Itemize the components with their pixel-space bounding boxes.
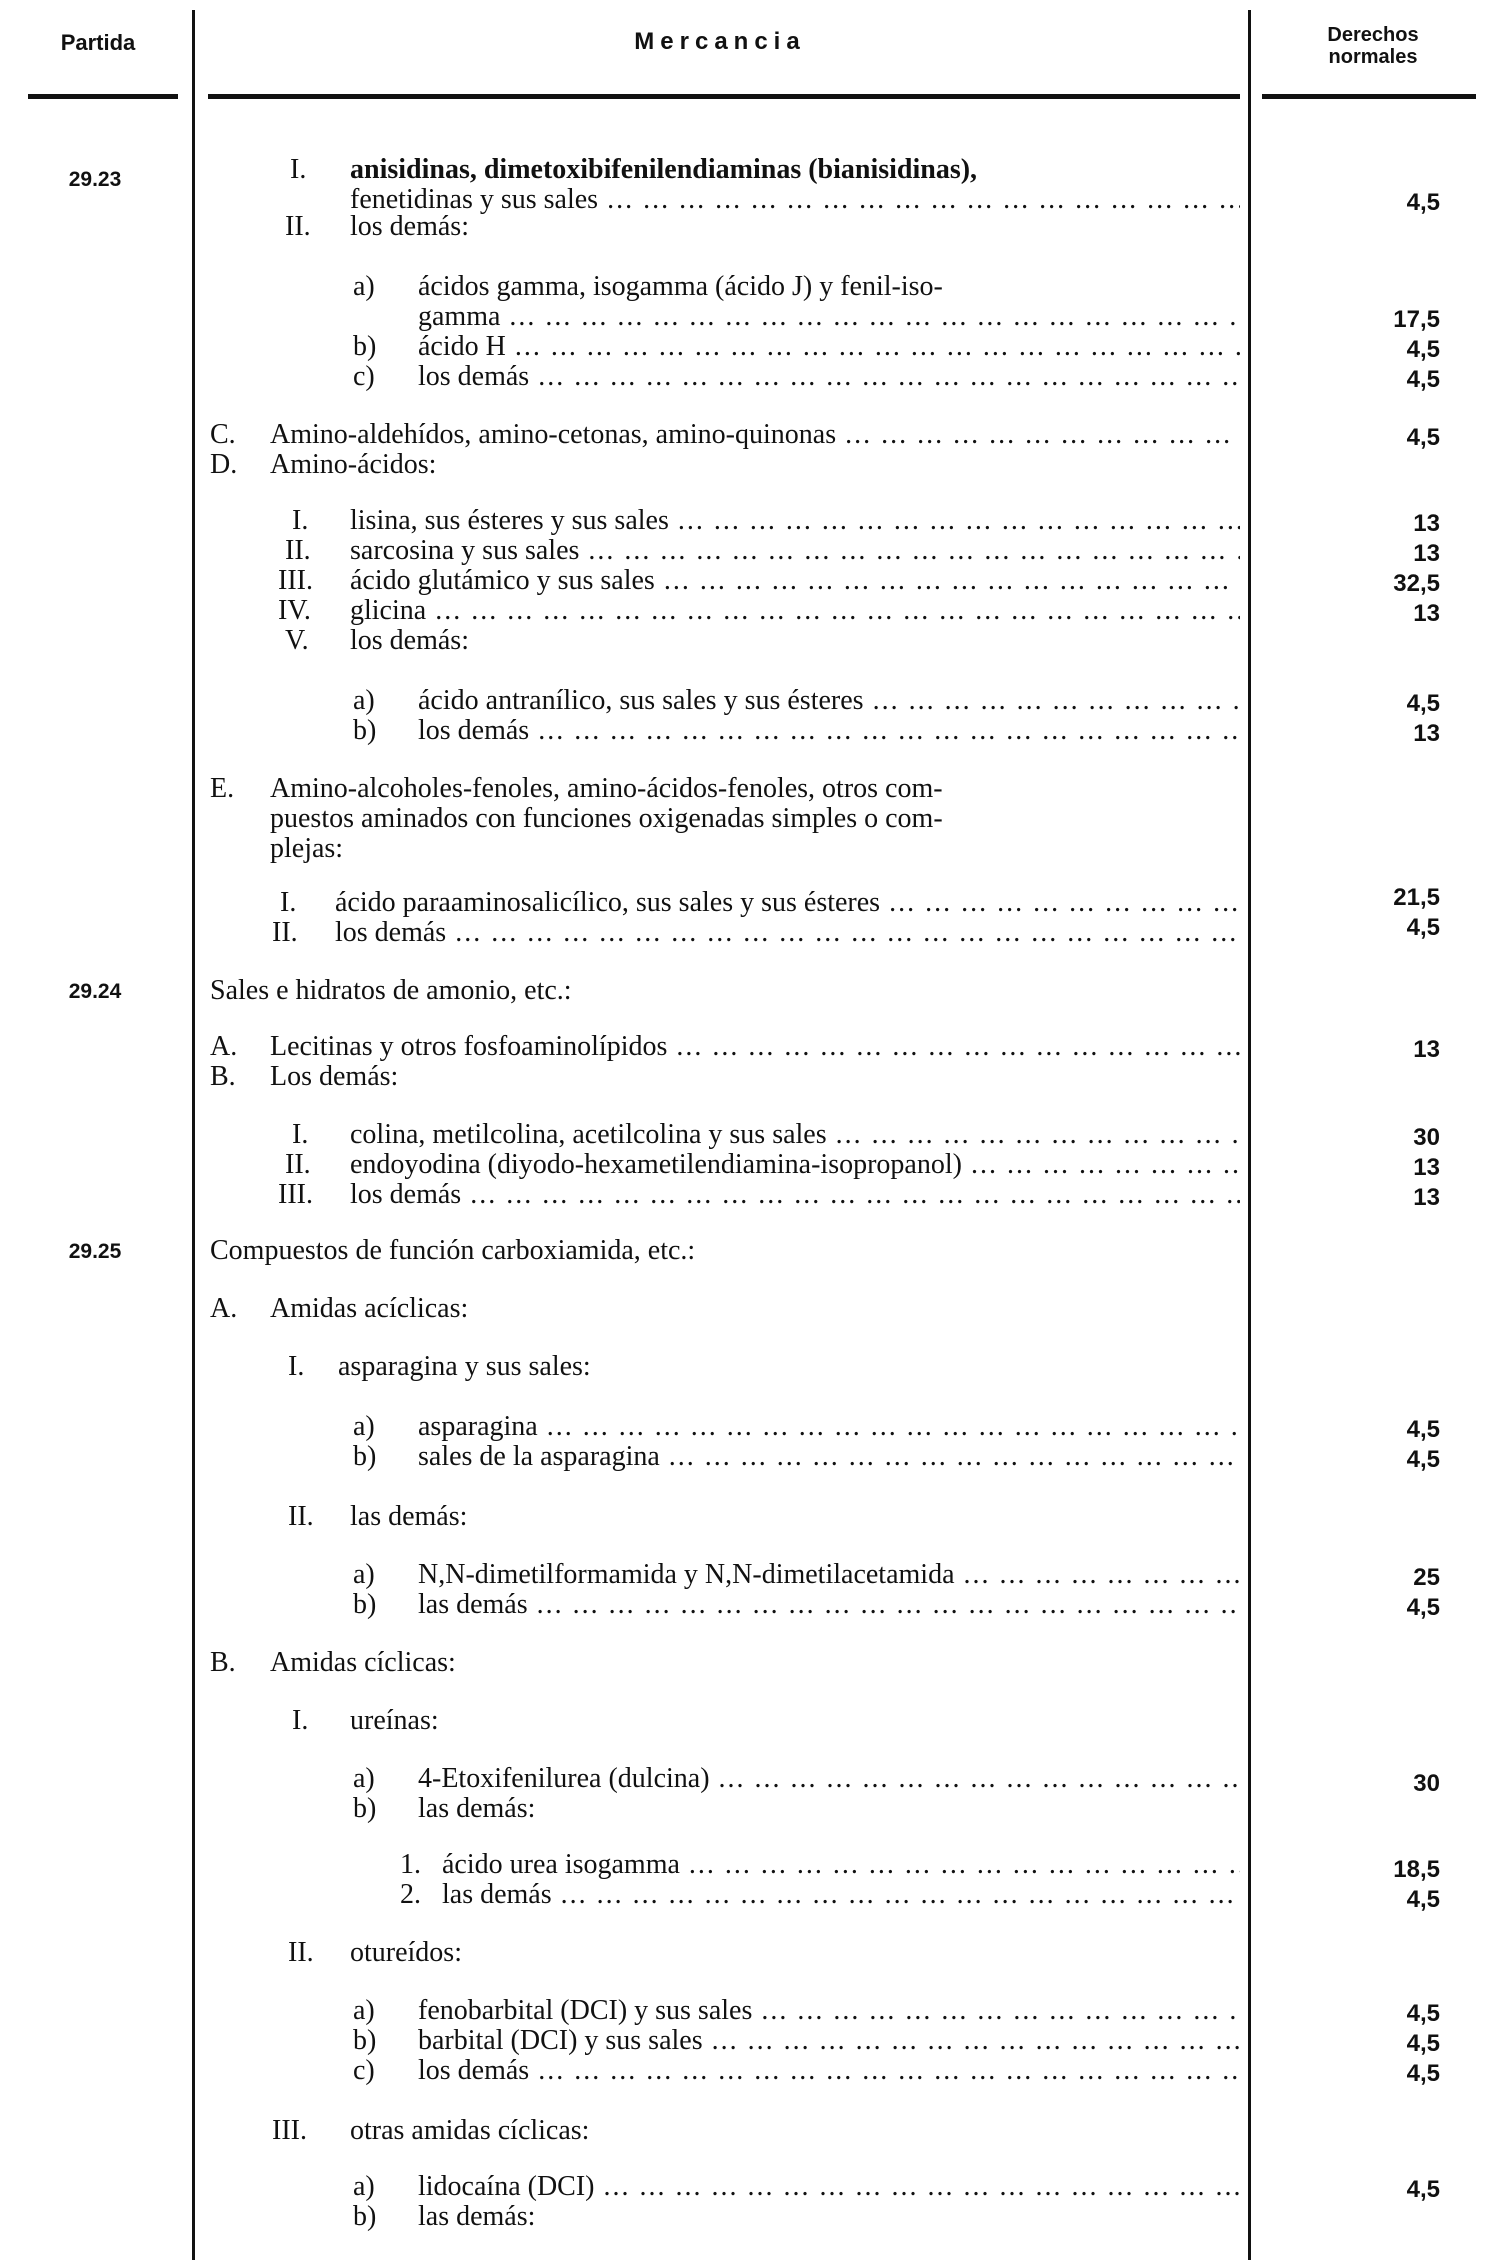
rate-value: 4,5 bbox=[1406, 1886, 1440, 1913]
column-divider-left bbox=[192, 10, 195, 2260]
item-text: fenetidinas y sus sales ... . bbox=[350, 185, 1240, 215]
item-label: III. bbox=[278, 1179, 313, 1210]
derechos-line2: normales bbox=[1328, 46, 1418, 68]
item-label: D. bbox=[210, 449, 238, 480]
item-label: a) bbox=[353, 685, 375, 716]
item-label: b) bbox=[353, 331, 377, 362]
item-label: III. bbox=[272, 2115, 307, 2146]
item-label: b) bbox=[353, 1793, 377, 1824]
item-text: Amino-alcoholes-fenoles, amino-ácidos-fenoles, otros com- bbox=[270, 774, 943, 804]
item-text: glicina ... . bbox=[350, 596, 1240, 626]
column-header-partida: Partida bbox=[60, 30, 136, 55]
rate-value: 13 bbox=[1413, 540, 1440, 567]
item-label: I. bbox=[292, 1119, 309, 1150]
partida-number: 29.24 bbox=[68, 980, 122, 1003]
item-text: gamma ... . bbox=[418, 302, 1240, 332]
rate-value: 13 bbox=[1413, 600, 1440, 627]
item-text: los demás ... . bbox=[418, 2056, 1240, 2086]
item-label: a) bbox=[353, 1763, 375, 1794]
item-label: b) bbox=[353, 715, 377, 746]
item-label: 2. bbox=[400, 1879, 421, 1910]
item-label: V. bbox=[285, 625, 309, 656]
item-label: a) bbox=[353, 2171, 375, 2202]
item-label: C. bbox=[210, 419, 236, 450]
item-text: lisina, sus ésteres y sus sales ... . bbox=[350, 506, 1240, 536]
item-text: barbital (DCI) y sus sales ... . bbox=[418, 2026, 1240, 2056]
item-text: N,N-dimetilformamida y N,N-dimetilacetamida ... . bbox=[418, 1560, 1240, 1590]
item-text: las demás: bbox=[350, 1502, 468, 1532]
item-text: las demás: bbox=[418, 1794, 536, 1824]
item-label: I. bbox=[288, 1351, 305, 1382]
item-label: a) bbox=[353, 1559, 375, 1590]
item-text: fenobarbital (DCI) y sus sales ... . bbox=[418, 1996, 1240, 2026]
item-label: I. bbox=[292, 1705, 309, 1736]
item-label: B. bbox=[210, 1061, 236, 1092]
header-rule-mercancia bbox=[208, 94, 1240, 99]
item-text: Amidas cíclicas: bbox=[270, 1648, 456, 1678]
rate-value: 4,5 bbox=[1406, 189, 1440, 216]
column-divider-right bbox=[1248, 10, 1251, 2260]
item-text: los demás ... . bbox=[335, 918, 1240, 948]
item-text: Lecitinas y otros fosfoaminolípidos ... . bbox=[270, 1032, 1240, 1062]
item-text: Amino-ácidos: bbox=[270, 450, 437, 480]
item-text: Amidas acíclicas: bbox=[270, 1294, 469, 1324]
rate-value: 4,5 bbox=[1406, 2060, 1440, 2087]
item-text: lidocaína (DCI) ... . bbox=[418, 2172, 1240, 2202]
item-text: ureínas: bbox=[350, 1706, 439, 1736]
rate-value: 4,5 bbox=[1406, 2030, 1440, 2057]
item-text: ácido antranílico, sus sales y sus ésteres ... . bbox=[418, 686, 1240, 716]
item-text: 4-Etoxifenilurea (dulcina) ... . bbox=[418, 1764, 1240, 1794]
item-text: Amino-aldehídos, amino-cetonas, amino-quinonas ... . bbox=[270, 420, 1240, 450]
item-text: ácido urea isogamma ... . bbox=[442, 1850, 1240, 1880]
item-text: anisidinas, dimetoxibifenilendiaminas (bianisidinas), bbox=[350, 155, 978, 185]
item-text: asparagina y sus sales: bbox=[338, 1352, 591, 1382]
item-label: a) bbox=[353, 1411, 375, 1442]
header-rule-partida bbox=[28, 94, 178, 99]
item-text: puestos aminados con funciones oxigenadas simples o com- bbox=[270, 804, 943, 834]
item-label: I. bbox=[280, 887, 297, 918]
item-text: ácidos gamma, isogamma (ácido J) y fenil-iso- bbox=[418, 272, 943, 302]
rate-value: 18,5 bbox=[1393, 1856, 1440, 1883]
item-label: a) bbox=[353, 1995, 375, 2026]
item-label: c) bbox=[353, 361, 375, 392]
item-text: plejas: bbox=[270, 834, 344, 864]
item-label: I. bbox=[290, 154, 307, 185]
rate-value: 25 bbox=[1413, 1564, 1440, 1591]
rate-value: 4,5 bbox=[1406, 336, 1440, 363]
item-text: los demás ... . bbox=[350, 1180, 1240, 1210]
item-text: los demás ... . bbox=[418, 362, 1240, 392]
rate-value: 4,5 bbox=[1406, 424, 1440, 451]
item-label: II. bbox=[272, 917, 298, 948]
item-text: las demás ... . bbox=[418, 1590, 1240, 1620]
item-text: sarcosina y sus sales ... . bbox=[350, 536, 1240, 566]
rate-value: 4,5 bbox=[1406, 1594, 1440, 1621]
derechos-line1: Derechos bbox=[1327, 24, 1419, 46]
item-label: A. bbox=[210, 1031, 238, 1062]
rate-value: 4,5 bbox=[1406, 2176, 1440, 2203]
item-text: ácido paraaminosalicílico, sus sales y sus ésteres ... . bbox=[335, 888, 1240, 918]
rate-value: 13 bbox=[1413, 1154, 1440, 1181]
item-label: II. bbox=[285, 1149, 311, 1180]
item-text: Los demás: bbox=[270, 1062, 399, 1092]
item-text: Sales e hidratos de amonio, etc.: bbox=[210, 976, 572, 1006]
rate-value: 13 bbox=[1413, 1184, 1440, 1211]
item-label: b) bbox=[353, 2025, 377, 2056]
item-text: otureídos: bbox=[350, 1938, 462, 1968]
item-label: 1. bbox=[400, 1849, 421, 1880]
item-label: a) bbox=[353, 271, 375, 302]
item-text: ácido H ... . bbox=[418, 332, 1240, 362]
rate-value: 30 bbox=[1413, 1770, 1440, 1797]
item-label: II. bbox=[285, 211, 311, 242]
column-header-mercancia: Mercancia bbox=[634, 28, 806, 55]
item-label: II. bbox=[285, 535, 311, 566]
rate-value: 4,5 bbox=[1406, 1446, 1440, 1473]
rate-value: 30 bbox=[1413, 1124, 1440, 1151]
rate-value: 13 bbox=[1413, 1036, 1440, 1063]
rate-value: 21,5 bbox=[1393, 884, 1440, 911]
item-label: A. bbox=[210, 1293, 238, 1324]
rate-value: 4,5 bbox=[1406, 914, 1440, 941]
rate-value: 13 bbox=[1413, 720, 1440, 747]
column-header-derechos bbox=[1256, 24, 1490, 68]
item-label: b) bbox=[353, 1589, 377, 1620]
item-text: las demás: bbox=[418, 2202, 536, 2232]
item-label: B. bbox=[210, 1647, 236, 1678]
item-text: los demás: bbox=[350, 626, 469, 656]
partida-number: 29.25 bbox=[68, 1240, 122, 1263]
item-label: III. bbox=[278, 565, 313, 596]
item-label: II. bbox=[288, 1501, 314, 1532]
rate-value: 13 bbox=[1413, 510, 1440, 537]
item-text: las demás ... . bbox=[442, 1880, 1240, 1910]
item-label: IV. bbox=[278, 595, 311, 626]
item-text: endoyodina (diyodo-hexametilendiamina-isopropanol) ... . bbox=[350, 1150, 1240, 1180]
item-label: b) bbox=[353, 2201, 377, 2232]
item-text: ácido glutámico y sus sales ... . bbox=[350, 566, 1240, 596]
rate-value: 32,5 bbox=[1393, 570, 1440, 597]
rate-value: 4,5 bbox=[1406, 1416, 1440, 1443]
item-text: otras amidas cíclicas: bbox=[350, 2116, 590, 2146]
item-text: asparagina ... . bbox=[418, 1412, 1240, 1442]
item-label: I. bbox=[292, 505, 309, 536]
partida-number: 29.23 bbox=[68, 168, 122, 191]
rate-value: 4,5 bbox=[1406, 2000, 1440, 2027]
item-text: Compuestos de función carboxiamida, etc.: bbox=[210, 1236, 696, 1266]
rate-value: 17,5 bbox=[1393, 306, 1440, 333]
rate-value: 4,5 bbox=[1406, 366, 1440, 393]
item-label: II. bbox=[288, 1937, 314, 1968]
item-label: b) bbox=[353, 1441, 377, 1472]
item-text: colina, metilcolina, acetilcolina y sus sales ... . bbox=[350, 1120, 1240, 1150]
item-label: E. bbox=[210, 773, 235, 804]
rate-value: 4,5 bbox=[1406, 690, 1440, 717]
item-text: sales de la asparagina ... . bbox=[418, 1442, 1240, 1472]
item-label: c) bbox=[353, 2055, 375, 2086]
item-text: los demás: bbox=[350, 212, 469, 242]
item-text: los demás ... . bbox=[418, 716, 1240, 746]
header-rule-derechos bbox=[1262, 94, 1476, 99]
